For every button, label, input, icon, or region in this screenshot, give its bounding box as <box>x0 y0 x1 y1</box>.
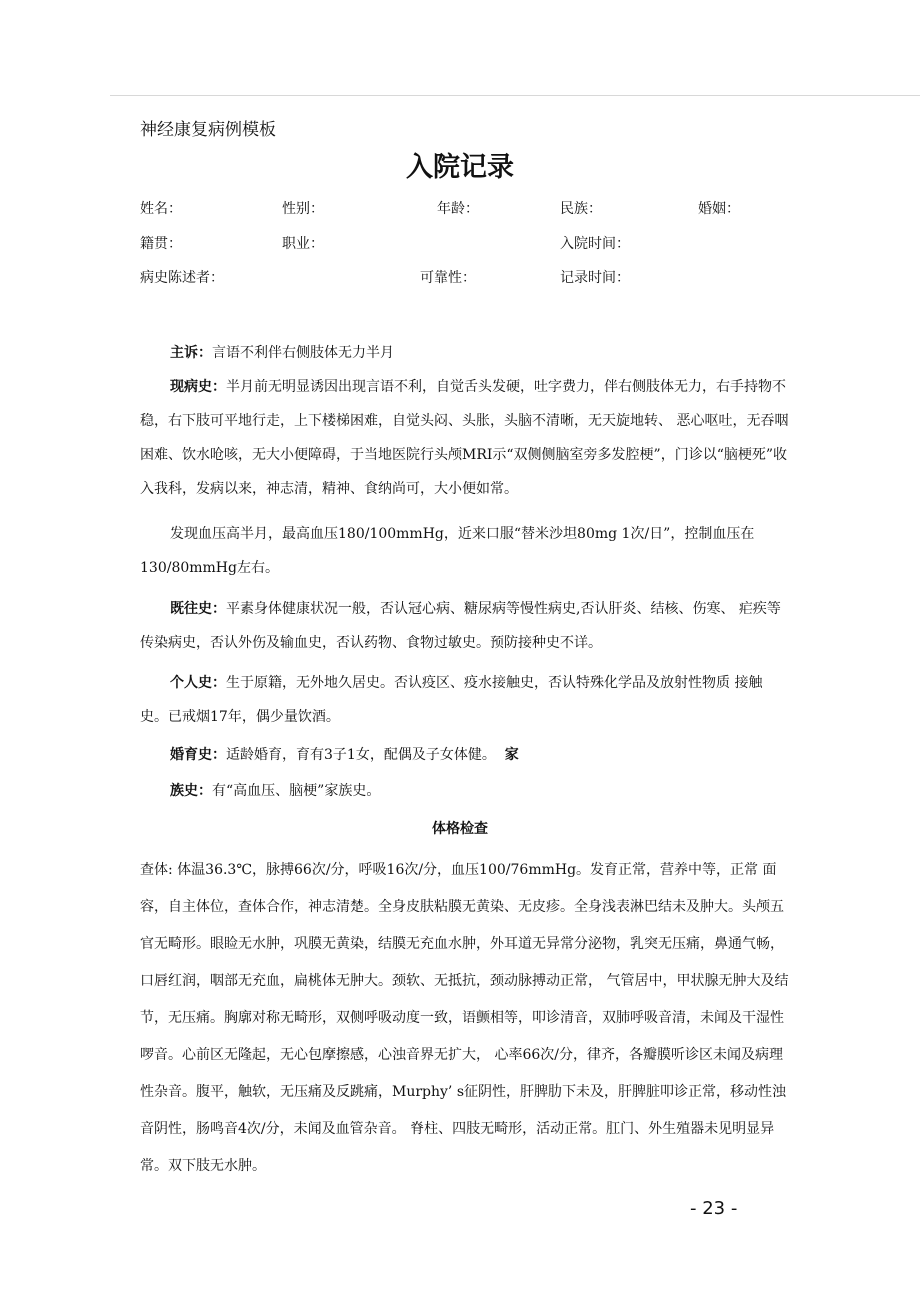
present-illness-text: 半月前无明显诱因出现言语不利，自觉舌头发硬，吐字费力，伴右侧肢体无力，右手持物不稳，右下肢可平地行走，上下楼梯困难，自觉头闷、头胀，头脑不清晰，无天旋地转、 恶心呕吐，无吞咽困难、饮水呛咳，无大小便障碍，于当地医院行头颅MRI示“双侧侧脑室旁多发腔梗”，门诊以“脑梗死”收入我科，发病以来，神志清，精神、食纳尚可，大小便如常。 <box>140 379 789 497</box>
personal-history-text: 生于原籍，无外地久居史。否认疫区、疫水接触史，否认特殊化学品及放射性物质 接触史。已戒烟17年，偶少量饮酒。 <box>140 675 763 725</box>
field-origin: 籍贯： <box>140 236 182 252</box>
field-reliability: 可靠性： <box>420 270 476 286</box>
field-gender: 性别： <box>282 201 324 217</box>
exam-text: 查体: 体温36.3℃，脉搏66次/分，呼吸16次/分，血压100/76mmHg。发育正常，营养中等，正常 面容，自主体位，查体合作，神志清楚。全身皮肤粘膜无黄染、无皮疹。全身浅表淋巴结未及肿大。头颅五官无畸形。眼睑无水肿，巩膜无黄染，结膜无充血水肿，外耳道无异常分泌物，乳突无压痛，鼻通气畅，口唇红润，咽部无充血，扁桃体无肿大。颈软、无抵抗，颈动脉搏动正常， 气管居中，甲状腺无肿大及结节，无压痛。胸廓对称无畸形，双侧呼吸动度一致，语颤相等，叩诊清音，双肺呼吸音清，未闻及干湿性啰音。心前区无隆起，无心包摩擦感，心浊音界无扩大， 心率66次/分，律齐，各瓣膜听诊区未闻及病理性杂音。腹平，触软，无压痛及反跳痛，Murphy’ s征阴性，肝脾肋下未及，肝脾脏叩诊正常，移动性浊音阴性，肠鸣音4次/分，未闻及血管杂音。 脊柱、四肢无畸形，活动正常。肛门、外生殖器未见明显异常。双下肢无水肿。 <box>140 862 789 1174</box>
marital-history-extra: 家 <box>504 747 519 763</box>
field-occupation: 职业： <box>282 236 324 252</box>
marital-history <box>140 738 790 772</box>
field-name: 姓名： <box>140 201 182 217</box>
marital-history-text: 适龄婚育，育有3子1女，配偶及子女体健。 <box>226 747 496 763</box>
family-history-text: 有“高血压、脑梗”家族史。 <box>212 783 381 799</box>
marital-history-label: 婚育史： <box>170 747 226 763</box>
page-number: - 23 - <box>690 1198 738 1219</box>
field-record-time: 记录时间： <box>560 270 630 286</box>
blood-pressure-history: 发现血压高半月，最高血压180/100mmHg，近来口服“替米沙坦80mg 1次/日”，控制血压在130/80mmHg左右。 <box>140 526 755 576</box>
chief-complaint-label: 主诉： <box>170 345 212 361</box>
chief-complaint-text: 言语不利伴右侧肢体无力半月 <box>212 345 394 361</box>
field-narrator: 病史陈述者： <box>140 270 224 286</box>
field-marriage: 婚姻： <box>698 201 740 217</box>
past-history-label: 既往史： <box>170 601 226 617</box>
past-history-text: 平素身体健康状况一般，否认冠心病、糖尿病等慢性病史,否认肝炎、结核、伤寒、 疟疾等传染病史，否认外伤及输血史，否认药物、食物过敏史。预防接种史不详。 <box>140 601 781 651</box>
present-illness <box>140 370 790 506</box>
present-illness-label: 现病史： <box>170 379 226 395</box>
exam-title: 体格检查 <box>432 821 488 837</box>
field-ethnicity: 民族： <box>560 201 602 217</box>
personal-history <box>140 666 790 734</box>
past-history <box>140 592 790 660</box>
field-age: 年龄： <box>437 201 479 217</box>
header-rule <box>110 95 920 96</box>
family-history-label: 族史： <box>170 783 212 799</box>
family-history <box>140 774 790 808</box>
chief-complaint <box>140 336 790 370</box>
template-label: 神经康复病例模板 <box>140 120 276 140</box>
personal-history-label: 个人史： <box>170 675 226 691</box>
field-admit-time: 入院时间： <box>560 236 630 252</box>
page-title: 入院记录 <box>406 152 514 183</box>
